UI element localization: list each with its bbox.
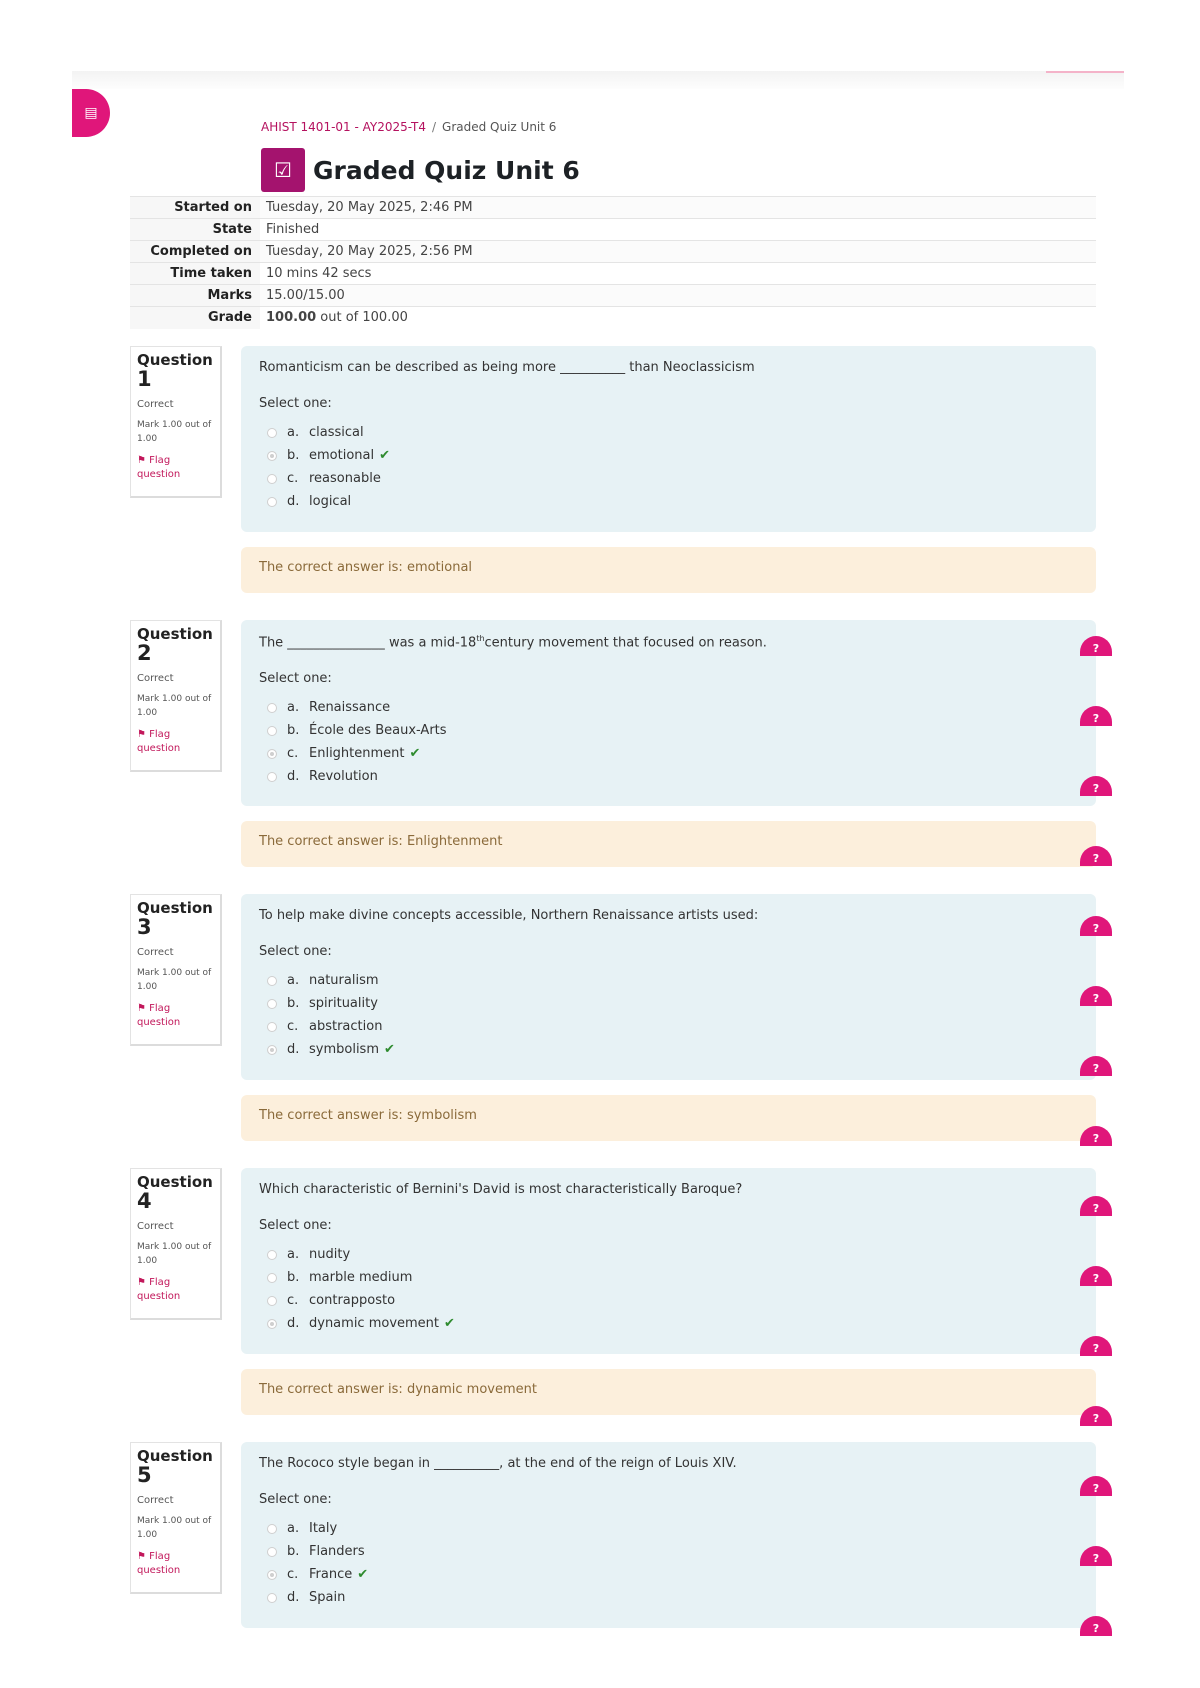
answer-text: symbolism: [309, 1042, 379, 1057]
answer-letter: b.: [287, 1270, 300, 1285]
summary-label: Completed on: [130, 241, 260, 263]
answer-letter: a.: [287, 700, 300, 716]
flag-icon: ⚑: [137, 1003, 150, 1014]
summary-value: 10 mins 42 secs: [260, 263, 1096, 285]
answer-text: Enlightenment: [309, 746, 405, 762]
summary-row: [130, 241, 1096, 263]
navbar-accent: [1046, 71, 1124, 73]
answer-radio[interactable]: [267, 726, 277, 736]
summary-label: Grade: [130, 307, 260, 329]
question-info: [130, 894, 222, 1046]
answer-option[interactable]: [259, 1266, 1078, 1289]
answer-radio[interactable]: [267, 976, 277, 986]
flag-label: Flag question: [137, 1277, 181, 1302]
question-text: [259, 634, 1078, 650]
flag-label: Flag question: [137, 729, 181, 754]
question-text-part: The _______________ was a mid-18: [259, 635, 477, 651]
answer-list: [259, 421, 1078, 513]
help-icon[interactable]: ?: [1080, 1546, 1112, 1566]
answer-radio[interactable]: [267, 1593, 277, 1603]
summary-row: [130, 197, 1096, 219]
answer-letter: b.: [287, 1544, 300, 1559]
help-icon[interactable]: ?: [1080, 636, 1112, 656]
answer-radio[interactable]: [267, 497, 277, 507]
flag-question-link[interactable]: [137, 1550, 214, 1578]
question-state: Correct: [137, 947, 174, 958]
help-icon[interactable]: ?: [1080, 846, 1112, 866]
question-state: Correct: [137, 1495, 174, 1506]
question-formulation: [241, 620, 1096, 806]
answer-letter: d.: [287, 769, 300, 785]
answer-option[interactable]: [259, 1586, 1078, 1609]
page-header: [261, 148, 580, 192]
summary-value: 15.00/15.00: [260, 285, 1096, 307]
help-icon[interactable]: ?: [1080, 1266, 1112, 1286]
answer-radio[interactable]: [267, 1524, 277, 1534]
answer-option[interactable]: [259, 1563, 1078, 1586]
flag-icon: ⚑: [137, 729, 150, 740]
answer-list: [259, 969, 1078, 1061]
answer-option[interactable]: [259, 490, 1078, 513]
summary-row: [130, 263, 1096, 285]
answer-text: classical: [309, 425, 364, 440]
answer-radio[interactable]: [267, 1570, 277, 1580]
answer-radio[interactable]: [267, 474, 277, 484]
answer-text: dynamic movement: [309, 1316, 440, 1331]
answer-letter: c.: [287, 1567, 299, 1582]
answer-radio[interactable]: [267, 703, 277, 713]
help-icon[interactable]: ?: [1080, 1196, 1112, 1216]
question-text: [259, 908, 1078, 923]
summary-label: State: [130, 219, 260, 241]
answer-letter: b.: [287, 723, 300, 739]
answer-letter: d.: [287, 1042, 300, 1057]
answer-option[interactable]: [259, 765, 1078, 788]
breadcrumb-separator: /: [431, 120, 437, 134]
help-icon[interactable]: ?: [1080, 1616, 1112, 1636]
summary-label: Started on: [130, 197, 260, 219]
flag-icon: ⚑: [137, 1277, 150, 1288]
question-grade: Mark 1.00 out of 1.00: [137, 694, 212, 718]
answer-letter: d.: [287, 494, 300, 509]
answer-letter: a.: [287, 973, 300, 988]
answer-radio[interactable]: [267, 1022, 277, 1032]
grade-total: out of 100.00: [316, 310, 408, 326]
question-label: Question: [137, 899, 213, 917]
question-number: 1: [137, 367, 152, 391]
question-number: 2: [137, 641, 152, 665]
check-icon: ✔: [444, 1316, 455, 1331]
check-icon: ✔: [409, 746, 421, 762]
summary-label: Time taken: [130, 263, 260, 285]
help-icon[interactable]: ?: [1080, 986, 1112, 1006]
question-state: Correct: [137, 1221, 174, 1232]
correct-answer-feedback: The correct answer is: dynamic movement: [241, 1369, 1096, 1415]
answer-text: Revolution: [309, 769, 378, 785]
answer-radio[interactable]: [267, 1250, 277, 1260]
answer-radio[interactable]: [267, 749, 277, 759]
help-icon[interactable]: ?: [1080, 1476, 1112, 1496]
check-icon: ✔: [379, 448, 391, 463]
question-formulation: [241, 346, 1096, 532]
help-icon[interactable]: ?: [1080, 916, 1112, 936]
top-navbar: [72, 71, 1124, 89]
answer-radio[interactable]: [267, 428, 277, 438]
question-label: Question: [137, 1173, 213, 1191]
answer-radio[interactable]: [267, 999, 277, 1009]
answer-option[interactable]: [259, 1517, 1078, 1540]
answer-letter: c.: [287, 1293, 299, 1308]
summary-label: Marks: [130, 285, 260, 307]
correct-answer-feedback: The correct answer is: symbolism: [241, 1095, 1096, 1141]
answer-letter: d.: [287, 1590, 300, 1605]
help-icon[interactable]: ?: [1080, 706, 1112, 726]
question-text-part: Which characteristic of Bernini's David is most characteristically Baroque?: [259, 1182, 743, 1197]
attempt-summary-table: [130, 196, 1096, 329]
help-icon[interactable]: ?: [1080, 1056, 1112, 1076]
menu-icon: ▤: [84, 105, 98, 121]
answer-option[interactable]: [259, 969, 1078, 992]
flag-question-link[interactable]: [137, 454, 214, 482]
select-one-prompt: Select one:: [259, 396, 332, 411]
question-label: Question: [137, 625, 213, 643]
correct-answer-feedback: The correct answer is: Enlightenment: [241, 821, 1096, 867]
answer-text: naturalism: [309, 973, 379, 988]
check-icon: ✔: [384, 1042, 395, 1057]
answer-text: marble medium: [309, 1270, 413, 1285]
question-formulation: [241, 1442, 1096, 1628]
answer-option[interactable]: [259, 992, 1078, 1015]
breadcrumb-course-link[interactable]: AHIST 1401-01 - AY2025-T4: [261, 120, 426, 134]
question-grade: Mark 1.00 out of 1.00: [137, 1516, 212, 1540]
answer-option[interactable]: [259, 1015, 1078, 1038]
course-index-toggle-button[interactable]: [72, 89, 110, 137]
answer-radio[interactable]: [267, 1045, 277, 1055]
question-formulation: [241, 894, 1096, 1080]
answer-radio[interactable]: [267, 1319, 277, 1329]
flag-question-link[interactable]: [137, 1276, 214, 1304]
answer-text: École des Beaux-Arts: [309, 723, 447, 739]
breadcrumb-current: Graded Quiz Unit 6: [442, 120, 557, 134]
help-icon[interactable]: ?: [1080, 1336, 1112, 1356]
question-number: 4: [137, 1189, 152, 1213]
select-one-prompt: Select one:: [259, 944, 332, 959]
answer-radio[interactable]: [267, 1547, 277, 1557]
question-label: Question: [137, 351, 213, 369]
answer-letter: b.: [287, 996, 300, 1011]
answer-text: nudity: [309, 1247, 351, 1262]
answer-option[interactable]: [259, 1038, 1078, 1061]
answer-list: [259, 1517, 1078, 1609]
answer-option[interactable]: [259, 1540, 1078, 1563]
answer-letter: c.: [287, 746, 299, 762]
answer-text: abstraction: [309, 1019, 383, 1034]
question-info: [130, 1442, 222, 1594]
summary-row: [130, 285, 1096, 307]
answer-text: Flanders: [309, 1544, 365, 1559]
answer-option[interactable]: [259, 444, 1078, 467]
answer-radio[interactable]: [267, 451, 277, 461]
answer-radio[interactable]: [267, 772, 277, 782]
question-text-sup: th: [476, 634, 485, 643]
answer-radio[interactable]: [267, 1273, 277, 1283]
flag-icon: ⚑: [137, 455, 150, 466]
question-text-part: Romanticism can be described as being more __________ than Neoclassicism: [259, 360, 755, 375]
flag-question-link[interactable]: [137, 728, 214, 756]
flag-icon: ⚑: [137, 1551, 150, 1562]
question-text-part: century movement that focused on reason.: [484, 635, 767, 651]
answer-text: emotional: [309, 448, 375, 463]
summary-row: [130, 219, 1096, 241]
page-title: Graded Quiz Unit 6: [313, 155, 580, 185]
grade-value: 100.00: [266, 310, 317, 326]
question-number: 5: [137, 1463, 152, 1487]
select-one-prompt: Select one:: [259, 1492, 332, 1507]
summary-value: Tuesday, 20 May 2025, 2:56 PM: [260, 241, 1096, 263]
answer-letter: d.: [287, 1316, 300, 1331]
select-one-prompt: Select one:: [259, 1218, 332, 1233]
answer-option[interactable]: [259, 1312, 1078, 1335]
answer-letter: b.: [287, 448, 300, 463]
question-text-part: To help make divine concepts accessible, Northern Renaissance artists used:: [259, 908, 759, 923]
flag-label: Flag question: [137, 1551, 181, 1576]
answer-text: Italy: [309, 1521, 338, 1536]
answer-option[interactable]: [259, 742, 1078, 765]
answer-text: France: [309, 1567, 353, 1582]
check-icon: ✔: [357, 1567, 369, 1582]
question-text-part: The Rococo style began in __________, at the end of the reign of Louis XIV.: [259, 1456, 737, 1471]
question-text: [259, 1456, 1078, 1471]
summary-value: [260, 307, 1096, 329]
answer-text: Spain: [309, 1590, 346, 1605]
select-one-prompt: Select one:: [259, 671, 332, 687]
answer-option[interactable]: [259, 696, 1078, 719]
answer-option[interactable]: [259, 1243, 1078, 1266]
answer-letter: a.: [287, 1521, 300, 1536]
question-state: Correct: [137, 673, 174, 684]
answer-text: reasonable: [309, 471, 381, 486]
answer-text: logical: [309, 494, 352, 509]
question-grade: Mark 1.00 out of 1.00: [137, 420, 212, 444]
answer-option[interactable]: [259, 719, 1078, 742]
answer-option[interactable]: [259, 421, 1078, 444]
question-grade: Mark 1.00 out of 1.00: [137, 1242, 212, 1266]
answer-text: Renaissance: [309, 700, 391, 716]
question-info: [130, 346, 222, 498]
summary-row: [130, 307, 1096, 329]
help-icon[interactable]: ?: [1080, 1126, 1112, 1146]
question-info: [130, 1168, 222, 1320]
answer-letter: a.: [287, 425, 300, 440]
answer-option[interactable]: [259, 467, 1078, 490]
summary-value: Tuesday, 20 May 2025, 2:46 PM: [260, 197, 1096, 219]
flag-label: Flag question: [137, 455, 181, 480]
question-label: Question: [137, 1447, 213, 1465]
answer-letter: a.: [287, 1247, 300, 1262]
question-formulation: [241, 1168, 1096, 1354]
flag-label: Flag question: [137, 1003, 181, 1028]
question-text: [259, 360, 1078, 375]
answer-text: contrapposto: [309, 1293, 396, 1308]
answer-option[interactable]: [259, 1289, 1078, 1312]
question-grade: Mark 1.00 out of 1.00: [137, 968, 212, 992]
summary-value: Finished: [260, 219, 1096, 241]
quiz-icon: ☑: [261, 148, 305, 192]
flag-question-link[interactable]: [137, 1002, 214, 1030]
question-text: [259, 1182, 1078, 1197]
question-info: [130, 620, 222, 772]
answer-radio[interactable]: [267, 1296, 277, 1306]
breadcrumb: [261, 120, 556, 134]
help-icon[interactable]: ?: [1080, 776, 1112, 796]
answer-list: [259, 696, 1078, 788]
answer-text: spirituality: [309, 996, 378, 1011]
correct-answer-feedback: The correct answer is: emotional: [241, 547, 1096, 593]
question-number: 3: [137, 915, 152, 939]
answer-letter: c.: [287, 1019, 299, 1034]
answer-list: [259, 1243, 1078, 1335]
question-state: Correct: [137, 399, 174, 410]
answer-letter: c.: [287, 471, 299, 486]
help-icon[interactable]: ?: [1080, 1406, 1112, 1426]
